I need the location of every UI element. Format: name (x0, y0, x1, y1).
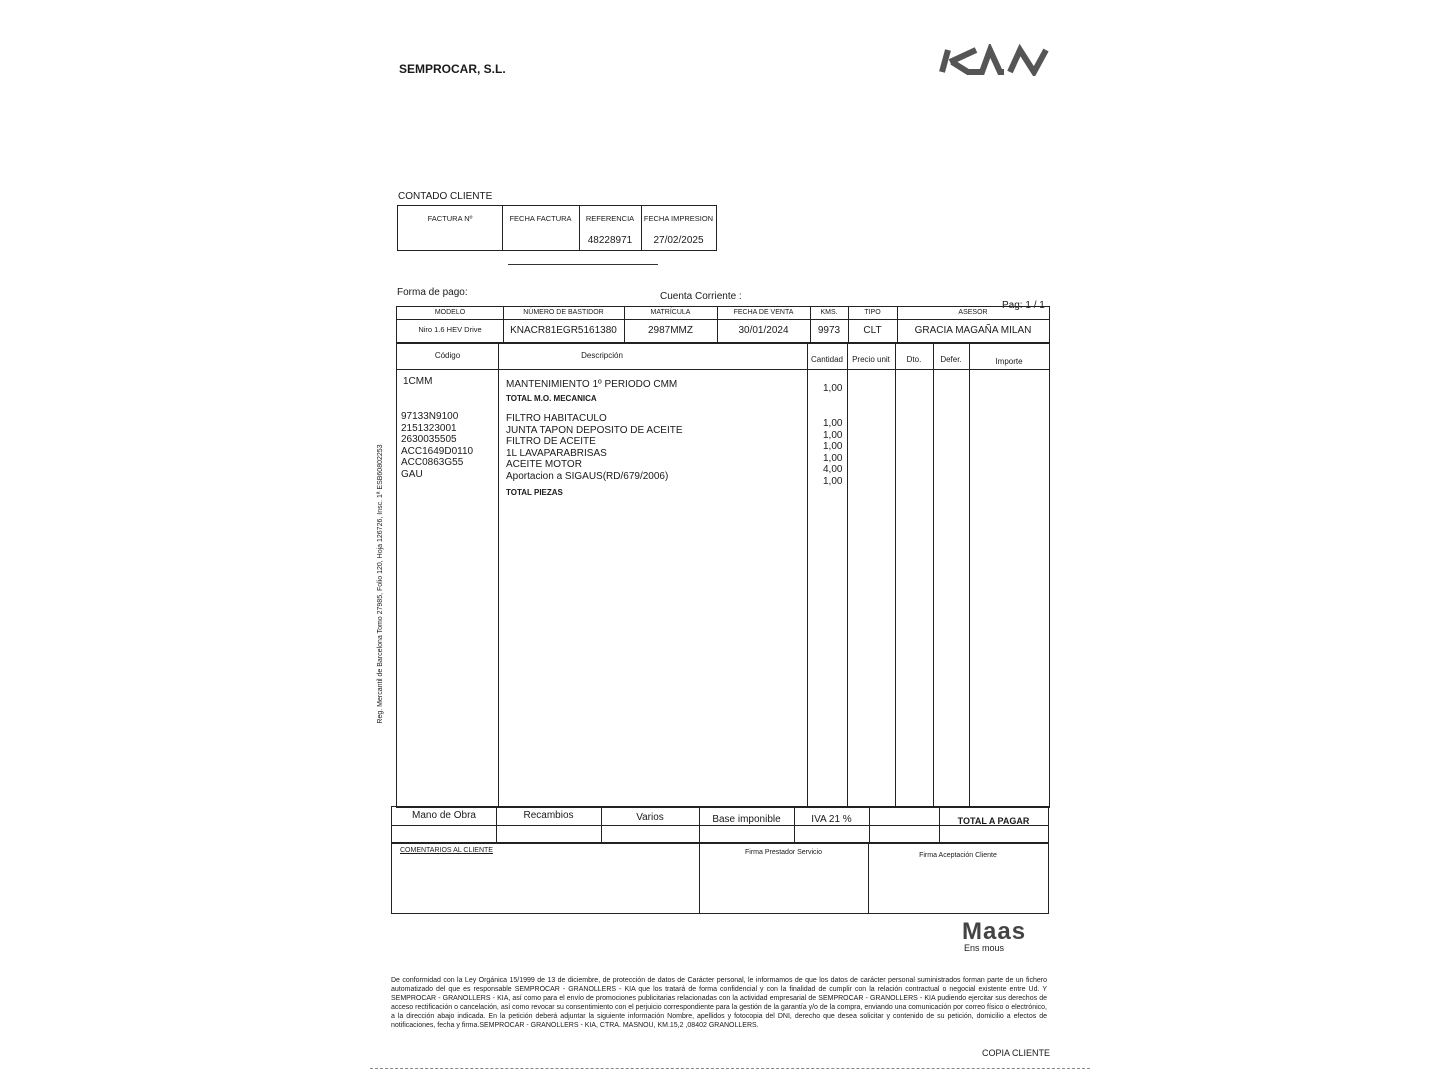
registry-side-text (377, 444, 389, 724)
part-description: Aportacion a SIGAUS(RD/679/2006) (506, 470, 669, 482)
fecha-impresion-cell (641, 206, 716, 250)
col-divider (969, 343, 970, 807)
base-imponible-label: Base imponible (712, 814, 781, 825)
registry-text: Reg. Mercantil de Barcelona Tomo 27985, Folio 120, Hoja 126726, Insc. 1ª ESB60802253 (377, 444, 384, 724)
col-header-codigo: Código (434, 351, 461, 360)
col-header-descripcion: Descripción (581, 351, 623, 360)
part-code: ACC0863G55 (401, 457, 464, 468)
ens-mous-tagline: Ens mous (964, 943, 1005, 953)
invoice-header-table (397, 205, 717, 251)
comentarios-cell (392, 843, 700, 913)
part-quantity: 1,00 (823, 418, 843, 429)
col-header-importe: Importe (995, 357, 1023, 366)
forma-pago-label: Forma de pago: (397, 287, 468, 298)
maas-logo: Maas (962, 918, 1027, 945)
kms-label: KMS. (810, 309, 848, 320)
modelo-label: MODELO (397, 309, 503, 320)
total-pagar-cell (939, 807, 1048, 843)
part-code: GAU (401, 468, 423, 480)
col-header-defer: Defer. (940, 355, 962, 364)
part-quantity: 1,00 (823, 452, 843, 464)
company-name: SEMPROCAR, S.L. (399, 62, 506, 76)
divider (508, 264, 658, 265)
base-imponible-cell (699, 807, 795, 843)
bastidor-label: NÚMERO DE BASTIDOR (503, 309, 624, 320)
recambios-cell (496, 807, 602, 843)
referencia-label: REFERENCIA (585, 214, 635, 223)
tipo-value: CLT (863, 325, 882, 336)
part-description: 1L LAVAPARABRISAS (506, 447, 607, 459)
fecha-impresion-label: FECHA IMPRESION (643, 214, 714, 223)
page-number: Pag: 1 / 1 (1002, 300, 1045, 311)
referencia-cell (579, 206, 642, 250)
asesor-value: GRACIA MAGAÑA MILAN (914, 325, 1032, 336)
firma-prestador-label: Firma Prestador Servicio (744, 849, 823, 856)
col-divider (933, 343, 934, 807)
part-quantity: 1,00 (823, 475, 843, 487)
fecha-factura-cell (502, 206, 580, 250)
part-description: FILTRO HABITACULO (506, 413, 607, 424)
contado-cliente-label: CONTADO CLIENTE (398, 191, 493, 202)
total-mo-label: TOTAL M.O. MECANICA (506, 394, 597, 403)
varios-cell (601, 807, 700, 843)
part-codes (401, 411, 473, 480)
matricula-label: MATRÍCULA (624, 309, 717, 320)
header-divider (397, 369, 1049, 370)
part-description: ACEITE MOTOR (506, 459, 582, 470)
col-divider (895, 343, 896, 807)
tipo-cell (848, 307, 898, 343)
modelo-value: Niro 1.6 HEV Drive (418, 325, 482, 334)
iva-label: IVA 21 % (811, 814, 852, 825)
varios-label: Varios (636, 812, 664, 823)
col-header-precio-unit: Precio unit (852, 355, 890, 364)
labour-quantity: 1,00 (823, 383, 843, 394)
matricula-value: 2987MMZ (647, 325, 693, 336)
firma-prestador-cell (699, 843, 869, 913)
iva-amount-cell (869, 807, 940, 843)
fecha-venta-value: 30/01/2024 (738, 325, 789, 336)
part-description: JUNTA TAPON DEPOSITO DE ACEITE (506, 424, 683, 436)
mano-obra-cell (392, 807, 497, 843)
part-code: 2151323001 (401, 422, 457, 434)
part-quantity: 1,00 (823, 441, 843, 452)
recambios-label: Recambios (523, 810, 574, 821)
firma-aceptacion-cell (868, 843, 1048, 913)
part-descriptions (506, 413, 683, 482)
col-divider (807, 343, 808, 807)
factura-label: FACTURA Nº (427, 214, 473, 223)
signature-table (391, 842, 1049, 914)
referencia-value: 48228971 (587, 235, 633, 246)
firma-aceptacion-label: Firma Aceptación Cliente (919, 852, 997, 859)
bastidor-value: KNACR81EGR5161380 (510, 325, 617, 336)
part-code: 97133N9100 (401, 411, 459, 422)
fecha-venta-label: FECHA DE VENTA (717, 309, 810, 320)
legal-notice: De conformidad con la Ley Orgánica 15/1999 de 13 de diciembre, de protección de datos de Carácter personal, le informamos de que los datos de carácter personal suministrados forman parte de un fichero automatizado del que es responsable SEMPROCAR - GRANOLLERS - KIA que los tratará de forma confidencial y con la finalidad de cumplir con la relación contractual o negocial existente entre Ud. Y SEMPROCAR - GRANOLLERS - KIA, así como para el envío de promociones publicitarias relacionadas con la actividad empresarial de SEMPROCAR - GRANOLLERS - KIA pudiendo ejercitar sus derechos de acceso rectificación o cancelación, así como revocar su consentimiento con el perjuicio correspondiente para la gestión de la garantía y/o de la compra, enviando una comunicación por correo físico o electrónico, a la dirección abajo indicada. En la petición deberá adjuntar la siguiente información Nombre, apellidos y fotocopia del DNI, derecho que desea solicitar y contenido de su petición, domicilio a efectos de notificaciones, fecha y firma.SEMPROCAR - GRANOLLERS - KIA, CTRA. MASNOU, KM.15,2 ,08402 GRANOLLERS. (391, 977, 1047, 1029)
modelo-cell (397, 307, 504, 343)
kia-logo (938, 44, 1053, 81)
fecha-factura-label: FECHA FACTURA (509, 214, 572, 223)
labour-description: MANTENIMIENTO 1º PERIODO CMM (506, 379, 678, 390)
part-code: 2630035505 (401, 434, 457, 445)
totals-table (391, 806, 1049, 844)
total-pagar-label: TOTAL A PAGAR (957, 816, 1030, 826)
col-divider (498, 343, 499, 807)
kms-cell (810, 307, 849, 343)
bastidor-cell (503, 307, 625, 343)
part-code: ACC1649D0110 (401, 445, 474, 457)
fecha-impresion-value: 27/02/2025 (653, 235, 704, 246)
mano-obra-label: Mano de Obra (412, 810, 476, 821)
col-divider (847, 343, 848, 807)
items-table (396, 342, 1050, 808)
col-header-cantidad: Cantidad (810, 355, 844, 364)
tipo-label: TIPO (848, 309, 897, 320)
kms-value: 9973 (817, 325, 841, 336)
part-description: FILTRO DE ACEITE (506, 436, 596, 447)
part-quantity: 4,00 (823, 464, 843, 475)
fecha-venta-cell (717, 307, 811, 343)
asesor-label: ASESOR (897, 309, 1049, 320)
matricula-cell (624, 307, 718, 343)
total-piezas-label: TOTAL PIEZAS (506, 488, 563, 497)
page-bottom-edge (370, 1068, 1090, 1069)
comentarios-label: COMENTARIOS AL CLIENTE (400, 847, 493, 854)
factura-cell (398, 206, 503, 250)
vehicle-info-table (396, 306, 1050, 344)
iva-cell (794, 807, 870, 843)
part-quantities (823, 418, 842, 487)
labour-code: 1CMM (403, 376, 433, 387)
cuenta-corriente-label: Cuenta Corriente : (660, 291, 742, 302)
col-header-dto: Dto. (906, 355, 922, 364)
asesor-cell (897, 307, 1049, 343)
part-quantity: 1,00 (823, 429, 843, 441)
copia-cliente-label: COPIA CLIENTE (982, 1048, 1051, 1058)
